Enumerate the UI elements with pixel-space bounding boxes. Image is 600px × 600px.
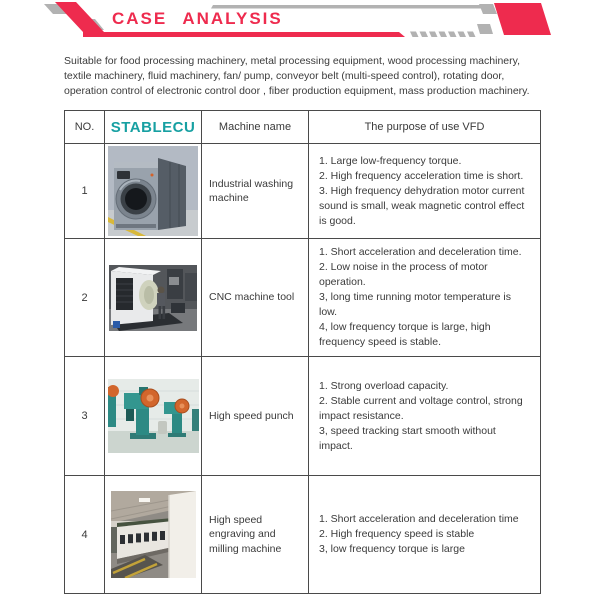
purpose-line: 1. Strong overload capacity. xyxy=(319,379,449,392)
punch-press-photo xyxy=(108,379,199,453)
purpose-line: 3, long time running motor temperature is low. xyxy=(319,291,512,318)
table-row xyxy=(65,357,541,476)
row-number: 2 xyxy=(65,239,105,357)
table-header-row xyxy=(65,111,541,144)
purpose-list xyxy=(309,476,541,594)
table-row xyxy=(65,239,541,357)
purpose-line: 1. Short acceleration and deceleration time xyxy=(319,513,519,525)
table-row xyxy=(65,144,541,239)
page-header xyxy=(0,0,600,46)
case-table xyxy=(64,110,541,594)
table-row xyxy=(65,476,541,594)
col-header-purpose: The purpose of use VFD xyxy=(309,111,541,144)
machine-name: High speed punch xyxy=(202,357,309,476)
page-title: CASE ANALYSIS xyxy=(112,9,283,28)
machine-photo-cell xyxy=(105,357,202,476)
col-header-no: NO. xyxy=(65,111,105,144)
purpose-line: 1. Short acceleration and deceleration time. xyxy=(319,246,522,258)
machine-photo-cell xyxy=(105,239,202,357)
machine-name: High speed engraving and milling machine xyxy=(202,476,309,594)
cnc-machine-photo xyxy=(109,265,197,331)
row-number: 4 xyxy=(65,476,105,594)
machine-photo-cell xyxy=(105,144,202,239)
machine-photo-cell xyxy=(105,476,202,594)
purpose-list xyxy=(309,144,541,239)
purpose-line: 2. High frequency acceleration time is short. xyxy=(319,169,524,182)
col-header-machine-name: Machine name xyxy=(202,111,309,144)
machine-name: Industrial washing machine xyxy=(202,144,309,239)
header-banner-graphic xyxy=(0,0,600,46)
intro-paragraph: Suitable for food processing machinery, metal processing equipment, wood processing machinery, textile machinery, fluid machinery, fan/ pump, conveyor belt (multi-speed control), rotating door, operation control of electronic control door , fiber production equipment, mass production machinery. xyxy=(64,55,530,98)
row-number: 3 xyxy=(65,357,105,476)
machine-name: CNC machine tool xyxy=(202,239,309,357)
purpose-list xyxy=(309,357,541,476)
purpose-line: 1. Large low-frequency torque. xyxy=(319,154,462,167)
purpose-line: 2. Stable current and voltage control, strong impact resistance. xyxy=(319,394,523,422)
row-number: 1 xyxy=(65,144,105,239)
purpose-line: 3. High frequency dehydration motor current sound is small, weak magnetic control effect is good. xyxy=(319,184,525,227)
purpose-line: 2. High frequency speed is stable xyxy=(319,528,475,540)
stablecu-logo: STABLECU xyxy=(110,118,196,136)
purpose-line: 4, low frequency torque is large, high frequency speed is stable. xyxy=(319,321,491,348)
purpose-line: 3, low frequency torque is large xyxy=(319,543,465,555)
purpose-line: 3, speed tracking start smooth without impact. xyxy=(319,424,496,452)
purpose-list xyxy=(309,239,541,357)
engraving-milling-hall-photo xyxy=(111,491,196,578)
col-header-brand xyxy=(105,111,202,144)
washing-machine-photo xyxy=(108,146,198,236)
purpose-line: 2. Low noise in the process of motor operation. xyxy=(319,261,488,288)
